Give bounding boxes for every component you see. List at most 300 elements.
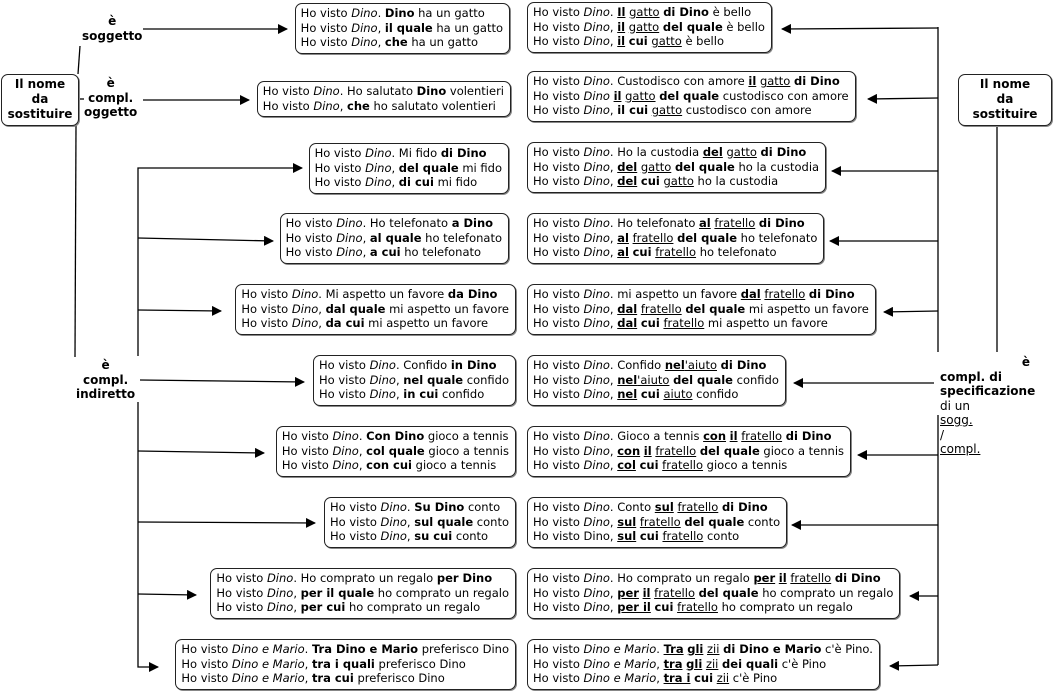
- text-segment: Dino: [332, 429, 359, 443]
- text-segment: sul: [617, 529, 637, 544]
- text-segment: confido: [692, 387, 739, 402]
- text-segment: Dino: [365, 146, 392, 160]
- text-segment: Dino: [332, 458, 359, 473]
- text-segment: dal: [617, 301, 638, 316]
- text-segment: Ho visto: [533, 642, 584, 656]
- text-segment: gatto: [628, 19, 660, 34]
- example-sentence: [533, 302, 869, 317]
- text-segment: di Dino: [808, 287, 855, 301]
- example-box-specificazione: [527, 213, 824, 264]
- text-segment: ,: [339, 98, 348, 113]
- text-segment: del quale: [659, 88, 720, 103]
- example-sentence: [533, 444, 844, 459]
- text-segment: Dino: [336, 230, 363, 245]
- text-segment: Dino: [583, 74, 610, 88]
- example-sentence: [533, 642, 873, 657]
- text-segment: Dino: [332, 443, 359, 458]
- text-segment: cui: [639, 458, 659, 473]
- text-segment: di Dino: [834, 571, 881, 585]
- text-segment: Dino: [583, 600, 610, 615]
- example-sentence: [315, 161, 502, 176]
- example-box-specificazione: [527, 426, 851, 477]
- text-segment: di Dino: [760, 145, 807, 159]
- node-line: Il nome: [14, 77, 66, 91]
- text-segment: il quale: [384, 20, 433, 35]
- example-sentence: [301, 21, 503, 36]
- example-box-relative-left: [276, 426, 516, 477]
- text-segment: . Ho comprato un regalo: [293, 571, 437, 585]
- text-segment: Dino: [583, 88, 610, 103]
- text-segment: Tra Dino e Mario: [311, 642, 419, 656]
- example-sentence: [315, 146, 502, 161]
- label-line: è: [101, 358, 110, 372]
- example-sentence: [282, 444, 509, 459]
- text-segment: ,: [395, 372, 404, 387]
- text-segment: conto: [703, 529, 740, 544]
- text-segment: ,: [362, 245, 370, 260]
- text-segment: Dino: [380, 514, 407, 529]
- text-segment: custodisco con amore: [682, 103, 812, 118]
- text-segment: ,: [406, 514, 415, 529]
- text-segment: Ho visto: [533, 103, 584, 118]
- text-segment: Dino e Mario: [231, 671, 305, 686]
- text-segment: conto: [464, 500, 501, 514]
- example-sentence: [181, 657, 509, 672]
- text-segment: ,: [609, 159, 618, 174]
- text-segment: di Dino e Mario: [723, 642, 822, 656]
- text-segment: Dino: [313, 98, 340, 113]
- text-segment: ,: [391, 160, 399, 175]
- text-segment: Ho visto: [533, 387, 584, 402]
- text-segment: . Custodisco con amore: [609, 74, 749, 88]
- example-sentence: [301, 35, 503, 50]
- text-segment: gioco a tennis: [412, 458, 497, 473]
- text-segment: Il: [617, 5, 626, 19]
- text-segment: al quale: [369, 230, 422, 245]
- text-segment: Ho visto: [216, 571, 267, 585]
- text-segment: Dino e Mario: [231, 656, 305, 671]
- text-segment: cui: [640, 387, 660, 402]
- node-line: sostituire: [972, 107, 1038, 121]
- text-segment: per Dino: [436, 571, 493, 585]
- text-segment: di Dino: [721, 500, 768, 514]
- node-line: Il nome: [979, 77, 1031, 91]
- text-segment: Dino: [336, 245, 363, 260]
- text-segment: con: [703, 429, 727, 443]
- text-segment: fratello: [714, 216, 756, 230]
- text-segment: Dino: [351, 35, 378, 50]
- text-segment: mi aspetto un favore: [704, 316, 828, 331]
- text-segment: Dino: [583, 429, 610, 443]
- text-segment: tra i: [663, 671, 691, 686]
- text-segment: è bello: [681, 34, 724, 49]
- text-segment: Ho visto: [262, 98, 314, 113]
- text-segment: ,: [609, 19, 618, 34]
- text-segment: Dino: [583, 145, 610, 159]
- label-compl-oggetto: [84, 76, 137, 120]
- example-sentence: [533, 245, 817, 260]
- text-segment: Dino: [291, 301, 319, 316]
- example-sentence: [533, 74, 849, 89]
- example-sentence: [533, 373, 779, 388]
- text-segment: conto: [744, 514, 781, 529]
- text-segment: nel: [664, 358, 685, 372]
- text-segment: per: [753, 571, 776, 585]
- text-segment: Ho visto: [241, 316, 292, 331]
- text-segment: Ho visto: [533, 34, 584, 49]
- text-segment: sul quale: [414, 514, 474, 529]
- text-segment: ,: [318, 301, 326, 316]
- text-segment: ho la custodia: [734, 159, 820, 174]
- text-segment: Dino: [583, 174, 610, 189]
- example-box-specificazione: [527, 355, 786, 406]
- text-segment: fratello: [677, 600, 718, 615]
- text-segment: dal quale: [325, 301, 386, 316]
- text-segment: cui: [654, 600, 674, 615]
- text-segment: Dino: [369, 387, 396, 402]
- text-segment: del quale: [674, 159, 735, 174]
- left-root-node: [1, 74, 79, 126]
- text-segment: Ho visto: [533, 5, 584, 19]
- text-segment: ,: [293, 585, 301, 600]
- text-segment: Ho visto: [300, 20, 352, 35]
- example-sentence: [533, 571, 893, 586]
- text-segment: Ho visto: [533, 600, 584, 615]
- text-segment: . Ho la custodia: [609, 145, 703, 159]
- text-segment: . Confido: [395, 358, 451, 372]
- text-segment: ,: [609, 372, 618, 387]
- text-segment: fratello: [640, 301, 682, 316]
- example-sentence: [241, 316, 509, 331]
- text-segment: Dino: [266, 571, 294, 585]
- text-segment: Ho visto: [241, 301, 292, 316]
- text-segment: custodisco con amore: [719, 88, 849, 103]
- text-segment: Dino: [416, 84, 447, 98]
- text-segment: Dino: [583, 245, 610, 260]
- text-segment: sul: [654, 500, 674, 514]
- label-line: compl. di: [940, 369, 1003, 384]
- text-segment: Ho visto: [285, 230, 337, 245]
- text-segment: Ho visto: [533, 585, 584, 600]
- text-segment: dal: [740, 287, 761, 301]
- text-segment: sul: [617, 514, 637, 529]
- text-segment: Ho visto: [181, 671, 232, 686]
- text-segment: Dino: [369, 372, 396, 387]
- text-segment: ,: [609, 316, 618, 331]
- text-segment: gioco a tennis: [703, 458, 788, 473]
- text-segment: Ho visto: [533, 88, 584, 103]
- example-sentence: [286, 245, 502, 260]
- text-segment: Dino: [380, 529, 407, 544]
- text-segment: ,: [377, 35, 385, 50]
- text-segment: . Mi fido: [391, 146, 441, 160]
- node-line: da: [996, 92, 1014, 106]
- text-segment: c'è Pino: [729, 671, 778, 686]
- text-segment: fratello: [663, 316, 705, 331]
- example-box-relative-left: [235, 284, 516, 335]
- example-sentence: [263, 99, 504, 114]
- text-segment: che: [347, 98, 370, 113]
- text-segment: Ho visto: [533, 443, 584, 458]
- text-segment: Ho visto: [285, 245, 337, 260]
- text-segment: ,: [293, 600, 301, 615]
- text-segment: Ho visto: [181, 656, 232, 671]
- text-segment: fratello: [632, 230, 674, 245]
- text-segment: Dino: [291, 287, 319, 301]
- text-segment: .: [609, 5, 618, 19]
- text-segment: del quale: [673, 372, 733, 387]
- text-segment: ,: [609, 443, 618, 458]
- text-segment: Tra: [663, 642, 684, 656]
- text-segment: ,: [395, 387, 404, 402]
- text-segment: ,: [358, 458, 367, 473]
- text-segment: per cui: [300, 600, 346, 615]
- text-segment: volentieri: [446, 84, 504, 98]
- label-line: compl.: [83, 372, 129, 387]
- text-segment: mi aspetto un favore: [745, 301, 869, 316]
- example-box-specificazione: [527, 142, 826, 193]
- text-segment: il: [617, 19, 626, 34]
- text-segment: Ho visto: [319, 387, 370, 402]
- text-segment: Ho visto: [533, 230, 584, 245]
- example-sentence: [533, 600, 893, 615]
- text-segment: di Dino: [794, 74, 840, 88]
- text-segment: . Gioco a tennis: [609, 429, 704, 443]
- example-sentence: [533, 174, 819, 189]
- example-sentence: [533, 160, 819, 175]
- text-segment: Ho visto: [314, 146, 366, 160]
- text-segment: Ho visto: [533, 514, 584, 529]
- text-segment: gioco a tennis: [759, 443, 845, 458]
- text-segment: . Confido: [609, 358, 665, 372]
- example-sentence: [533, 316, 869, 331]
- example-box-specificazione: [527, 71, 856, 122]
- text-segment: Su Dino: [414, 500, 465, 514]
- text-segment: . Mi aspetto un favore: [318, 287, 448, 301]
- text-segment: gli: [686, 656, 703, 671]
- text-segment: 'aiuto: [684, 358, 718, 372]
- text-segment: tra: [663, 656, 683, 671]
- example-sentence: [533, 586, 893, 601]
- label-line: specificazione: [940, 384, 1036, 398]
- text-segment: Dino: [313, 84, 340, 98]
- example-box-specificazione: [527, 639, 880, 690]
- text-segment: gatto: [759, 74, 791, 88]
- example-sentence: [533, 500, 780, 515]
- text-segment: ho telefonato: [421, 230, 502, 245]
- example-sentence: [286, 231, 502, 246]
- text-segment: il cui: [617, 103, 649, 118]
- text-segment: cui: [632, 245, 652, 260]
- text-segment: ho la custodia: [693, 174, 779, 189]
- text-segment: del: [702, 145, 723, 159]
- text-segment: Ho visto: [533, 287, 584, 301]
- text-segment: Ho visto: [533, 429, 584, 443]
- text-segment: del quale: [684, 514, 745, 529]
- text-segment: Ho visto: [533, 458, 584, 473]
- text-segment: ,: [609, 34, 618, 49]
- text-segment: Ho visto: [533, 174, 584, 189]
- text-segment: gatto: [726, 145, 757, 159]
- text-segment: ,: [609, 174, 618, 189]
- text-segment: Ho visto: [181, 642, 232, 656]
- text-segment: cui: [628, 34, 648, 49]
- example-sentence: [533, 387, 779, 402]
- text-segment: ,: [609, 514, 618, 529]
- text-segment: al: [617, 230, 629, 245]
- text-segment: del quale: [398, 160, 459, 175]
- text-segment: Dino: [380, 500, 407, 514]
- text-segment: ,: [609, 600, 618, 615]
- text-segment: gioco a tennis: [424, 429, 509, 443]
- right-root-node: [958, 74, 1052, 126]
- text-segment: Ho visto: [281, 429, 333, 443]
- text-segment: ,: [304, 656, 312, 671]
- text-segment: Dino: [583, 34, 610, 49]
- text-segment: ,: [377, 20, 385, 35]
- text-segment: ,: [362, 230, 370, 245]
- text-segment: Dino: [365, 160, 392, 175]
- example-box-relative-left: [313, 355, 516, 406]
- text-segment: di Dino: [785, 429, 832, 443]
- label-line: è: [106, 76, 115, 90]
- label-soggetto: [82, 14, 142, 43]
- text-segment: gatto: [640, 159, 672, 174]
- example-sentence: [181, 671, 509, 686]
- text-segment: gatto: [663, 174, 694, 189]
- example-box-relative-left: [257, 81, 511, 117]
- text-segment: mi fido: [458, 160, 502, 175]
- text-segment: di Dino: [758, 216, 805, 230]
- text-segment: Ho visto: [314, 175, 366, 190]
- text-segment: preferisco Dino: [418, 642, 509, 656]
- text-segment: a cui: [369, 245, 401, 260]
- example-sentence: [533, 429, 844, 444]
- text-segment: per il: [617, 600, 651, 615]
- text-segment: Dino: [583, 19, 610, 34]
- text-segment: . Ho telefonato: [362, 216, 452, 230]
- text-segment: cui: [694, 671, 714, 686]
- text-segment: Dino: [583, 5, 610, 19]
- text-segment: di un: [940, 398, 970, 413]
- example-sentence: [533, 515, 780, 530]
- text-segment: Dino: [583, 159, 610, 174]
- text-segment: ho telefonato: [400, 245, 482, 260]
- text-segment: ho telefonato: [696, 245, 777, 260]
- text-segment: cui: [640, 316, 660, 331]
- text-segment: a Dino: [451, 216, 494, 230]
- example-sentence: [533, 358, 779, 373]
- text-segment: Dino: [583, 514, 610, 529]
- text-segment: Con Dino: [366, 429, 425, 443]
- label-compl-indiretto: [76, 358, 135, 402]
- example-box-specificazione: [527, 284, 876, 335]
- text-segment: ha un gatto: [432, 20, 503, 35]
- text-segment: gatto: [651, 103, 683, 118]
- text-segment: Dino: [583, 287, 610, 301]
- text-segment: col: [617, 458, 636, 473]
- text-segment: nel: [617, 372, 638, 387]
- text-segment: Ho visto: [533, 74, 584, 88]
- text-segment: Ho visto Dino,: [533, 529, 618, 544]
- text-segment: che: [384, 35, 408, 50]
- text-segment: preferisco Dino: [353, 671, 445, 686]
- text-segment: fratello: [764, 287, 806, 301]
- text-segment: gli: [687, 642, 704, 656]
- text-segment: Ho visto: [533, 671, 584, 686]
- node-line: sostituire: [7, 107, 73, 121]
- text-segment: fratello: [662, 458, 704, 473]
- text-segment: Dino: [266, 585, 294, 600]
- text-segment: il: [613, 88, 622, 103]
- text-segment: dei quali: [722, 656, 779, 671]
- text-segment: ho comprato un regalo: [717, 600, 853, 615]
- example-sentence: [533, 458, 844, 473]
- label-line: compl.: [88, 90, 134, 105]
- text-segment: ,: [609, 230, 618, 245]
- text-segment: il: [778, 571, 787, 585]
- text-segment: c'è Pino.: [821, 642, 873, 656]
- text-segment: mi aspetto un favore: [364, 316, 489, 331]
- text-segment: . Ho comprato un regalo: [609, 571, 754, 585]
- text-segment: il: [748, 74, 757, 88]
- text-segment: ,: [358, 443, 367, 458]
- text-segment: conto: [452, 529, 489, 544]
- text-segment: Dino: [583, 443, 610, 458]
- text-segment: cui: [639, 529, 659, 544]
- example-sentence: [301, 6, 503, 21]
- text-segment: zii: [716, 671, 730, 686]
- text-segment: fratello: [741, 429, 783, 443]
- text-segment: confido: [463, 372, 509, 387]
- text-segment: di Dino: [440, 146, 487, 160]
- text-segment: Dino: [583, 301, 610, 316]
- text-segment: è bello: [722, 19, 765, 34]
- text-segment: Ho visto: [533, 358, 584, 372]
- example-sentence: [533, 34, 765, 49]
- text-segment: del: [617, 159, 638, 174]
- text-segment: Dino: [291, 316, 319, 331]
- example-box-relative-left: [210, 568, 516, 619]
- text-segment: il: [617, 34, 626, 49]
- label-line: oggetto: [84, 105, 138, 119]
- example-box-specificazione: [527, 497, 787, 548]
- text-segment: ,: [609, 301, 618, 316]
- text-segment: Ho visto: [285, 216, 337, 230]
- example-sentence: [315, 175, 502, 190]
- text-segment: ,: [656, 671, 664, 686]
- text-segment: del quale: [677, 230, 737, 245]
- text-segment: del quale: [698, 585, 759, 600]
- text-segment: fratello: [677, 500, 719, 514]
- text-segment: Dino e Mario: [583, 656, 657, 671]
- text-segment: Ho visto: [533, 316, 584, 331]
- example-box-relative-left: [324, 497, 516, 548]
- text-segment: è bello: [708, 5, 752, 19]
- text-segment: gioco a tennis: [424, 443, 509, 458]
- text-segment: per: [617, 585, 639, 600]
- text-segment: Ho visto: [533, 145, 584, 159]
- text-segment: il: [729, 429, 738, 443]
- label-compl-specificazione: [940, 355, 1052, 457]
- example-sentence: [319, 373, 509, 388]
- example-sentence: [282, 458, 509, 473]
- text-segment: del quale: [699, 443, 760, 458]
- text-segment: Ho visto: [262, 84, 314, 98]
- example-sentence: [330, 515, 509, 530]
- text-segment: preferisco Dino: [374, 656, 466, 671]
- text-segment: ,: [609, 245, 618, 260]
